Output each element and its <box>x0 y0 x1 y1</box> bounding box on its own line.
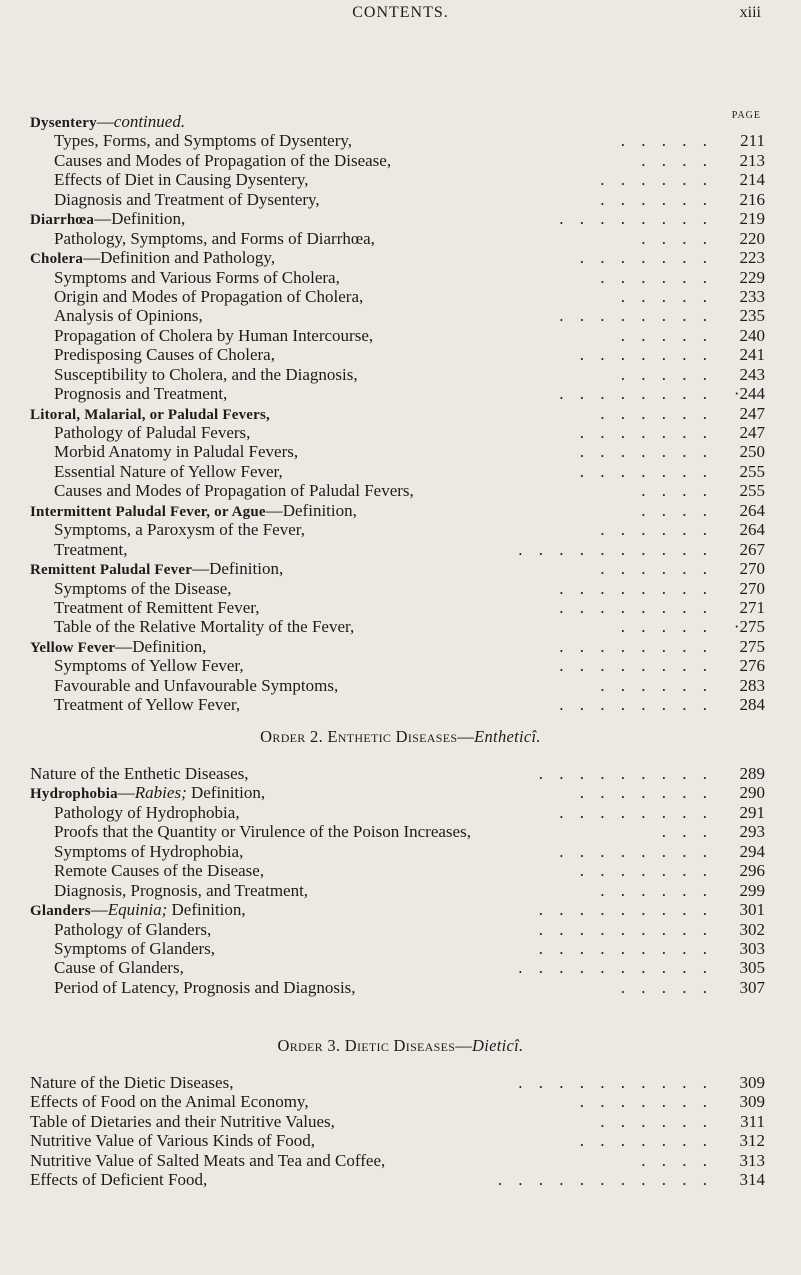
page-number: 270 <box>739 559 765 579</box>
dot-leader: . . . . . . <box>600 170 713 190</box>
dot-leader: . . . . . <box>620 286 713 306</box>
page-number: 284 <box>739 695 765 715</box>
entry-text: Prognosis and Treatment, <box>54 384 228 404</box>
page-number: 294 <box>739 841 765 861</box>
heading-rest: Definition, <box>111 209 186 229</box>
heading-rest: Rabies; <box>134 783 187 803</box>
toc-entry <box>30 695 765 714</box>
dot-leader: . . . . . . . <box>579 461 713 481</box>
dot-leader: . . . . . . . . . . <box>518 1073 713 1092</box>
dot-leader: . . . . . . . . <box>559 802 713 822</box>
heading-dash: — <box>94 209 112 229</box>
entry-text <box>30 637 206 658</box>
dot-leader: . . . . . <box>620 131 713 151</box>
heading-rest: Definition, <box>282 500 357 520</box>
heading-dash: — <box>265 500 283 520</box>
entry-text: Symptoms of Hydrophobia, <box>54 841 244 861</box>
dot-leader: . . . . . . . . <box>559 306 713 326</box>
heading-dash: — <box>115 636 133 656</box>
entry-text: Susceptibility to Cholera, and the Diagnosis, <box>54 364 358 384</box>
disease-heading: Dysentery <box>30 115 97 131</box>
entry-text <box>30 248 275 269</box>
disease-heading: Remittent Paludal Fever <box>30 562 193 579</box>
heading-rest: Definition, <box>132 636 207 656</box>
toc-entry <box>30 365 765 384</box>
page-number: 307 <box>739 977 765 997</box>
entry-text: Predisposing Causes of Cholera, <box>54 345 275 365</box>
dot-leader: . . . . . . . . <box>559 636 713 656</box>
dot-leader: . . . . <box>641 228 713 248</box>
toc-entry <box>30 481 765 500</box>
page-number: 240 <box>739 325 765 345</box>
toc-entry <box>30 1170 765 1189</box>
dot-leader: . . . . . . <box>600 403 713 423</box>
dot-leader: . . . . . . <box>600 189 713 209</box>
dot-leader: . . . . . . . . <box>559 597 713 617</box>
page-number: 275 <box>739 636 765 656</box>
toc-entry <box>30 803 765 822</box>
page-number: 296 <box>739 861 765 881</box>
entry-text: Nature of the Enthetic Diseases, <box>30 764 249 783</box>
page-number: 216 <box>739 189 765 209</box>
page-number: 247 <box>739 423 765 442</box>
order-2-heading: Order 2. Enthetic Diseases—Entheticî. <box>260 727 541 746</box>
page-number: 312 <box>739 1131 765 1151</box>
entry-text: Treatment of Remittent Fever, <box>54 597 260 617</box>
entry-text: Table of Dietaries and their Nutritive Values, <box>30 1111 335 1131</box>
page-number: 303 <box>739 938 765 958</box>
toc-entry <box>30 900 765 919</box>
dot-leader: . . . . . . . . . <box>538 919 713 939</box>
entry-text: Diagnosis and Treatment of Dysentery, <box>54 189 320 209</box>
toc-entry <box>30 170 765 189</box>
heading-dash: — <box>96 112 114 131</box>
disease-heading: Hydrophobia <box>30 786 118 803</box>
page-number: 241 <box>739 345 765 365</box>
toc-entry <box>30 229 765 248</box>
page-number: 255 <box>739 461 765 481</box>
toc-entry <box>30 462 765 481</box>
dot-leader: . . . . . . . <box>579 783 713 803</box>
dot-leader: . . . . . . . <box>579 248 713 268</box>
entry-text: Causes and Modes of Propagation of Paludal Fevers, <box>54 481 414 501</box>
page-column-label: PAGE <box>731 110 761 121</box>
toc-entry <box>30 637 765 656</box>
page-number: 283 <box>739 675 765 695</box>
dot-leader: . . . . . . . . . <box>538 764 713 783</box>
entry-text: Origin and Modes of Propagation of Cholera, <box>54 286 364 306</box>
entry-text: Analysis of Opinions, <box>54 306 203 326</box>
page-number: 214 <box>739 170 765 190</box>
toc-entry <box>30 209 765 228</box>
page-number: 311 <box>740 1111 765 1131</box>
toc-entry <box>30 920 765 939</box>
entry-text <box>30 501 357 522</box>
page-number: 291 <box>739 802 765 822</box>
disease-heading: Litoral, Malarial, or Paludal Fevers, <box>30 406 271 423</box>
heading-rest: Definition and Pathology, <box>100 248 276 268</box>
entry-text: Period of Latency, Prognosis and Diagnosis, <box>54 977 356 997</box>
toc-entry <box>30 112 765 131</box>
order-3-label: Order 3. Dietic Diseases <box>277 1036 456 1055</box>
entry-text: Morbid Anatomy in Paludal Fevers, <box>54 442 299 462</box>
page-number: 309 <box>739 1092 765 1112</box>
dot-leader: . . . . . <box>620 325 713 345</box>
page-number: 264 <box>739 520 765 540</box>
page-number: 267 <box>739 539 765 559</box>
order-3-latin: Dieticî. <box>472 1036 524 1055</box>
toc-entry <box>30 978 765 997</box>
entry-text: Symptoms of the Disease, <box>54 578 232 598</box>
toc-entry <box>30 345 765 364</box>
entry-text: Cause of Glanders, <box>54 958 184 978</box>
entry-text: Causes and Modes of Propagation of the Disease, <box>54 150 392 170</box>
dot-leader: . . . . . . . . . . <box>518 539 713 559</box>
toc-entry <box>30 1112 765 1131</box>
toc-entry <box>30 881 765 900</box>
toc-entry <box>30 598 765 617</box>
dot-leader: . . . . . . <box>600 559 713 579</box>
entry-text: Symptoms of Glanders, <box>54 938 216 958</box>
entry-text: Symptoms and Various Forms of Cholera, <box>54 267 340 287</box>
toc-entry <box>30 822 765 841</box>
entry-text <box>30 404 270 425</box>
dot-leader: . . . . . . . <box>579 1092 713 1112</box>
dot-leader: . . . . . . . . <box>559 578 713 598</box>
dot-leader: . . . . . . . . <box>559 695 713 715</box>
entry-text: Effects of Food on the Animal Economy, <box>30 1092 309 1112</box>
page-number: 289 <box>739 764 765 783</box>
dot-leader: . . . . . . . <box>579 423 713 442</box>
page-number: 247 <box>739 403 765 423</box>
page-number: 223 <box>739 248 765 268</box>
dot-leader: . . . . . . <box>600 675 713 695</box>
heading-tail: Definition, <box>167 900 246 920</box>
toc-entry <box>30 1073 765 1092</box>
entry-text: Symptoms, a Paroxysm of the Fever, <box>54 520 305 540</box>
page-number: 219 <box>739 209 765 229</box>
heading-dash: — <box>83 248 101 268</box>
toc-entry <box>30 287 765 306</box>
toc-entry <box>30 384 765 403</box>
toc-entry <box>30 190 765 209</box>
order-3-heading: Order 3. Dietic Diseases—Dieticî. <box>277 1036 524 1055</box>
page-number: 301 <box>739 900 765 920</box>
toc-entry <box>30 268 765 287</box>
page-number: 255 <box>739 481 765 501</box>
heading-rest: Equinia; <box>107 900 168 920</box>
disease-heading: Yellow Fever <box>30 639 116 656</box>
toc-entry <box>30 676 765 695</box>
page-number: 233 <box>739 286 765 306</box>
page-number: 313 <box>739 1150 765 1170</box>
toc-entry <box>30 1092 765 1111</box>
entry-text: Nature of the Dietic Diseases, <box>30 1073 234 1092</box>
dot-leader: . . . . . . . . . <box>538 938 713 958</box>
entry-text: Essential Nature of Yellow Fever, <box>54 461 283 481</box>
heading-tail: Definition, <box>186 783 266 803</box>
toc-entry <box>30 861 765 880</box>
toc-entry <box>30 559 765 578</box>
page-number: ·244 <box>733 384 765 404</box>
entry-text <box>30 209 185 230</box>
page-number: 293 <box>739 822 765 842</box>
entry-text <box>30 559 283 580</box>
heading-dash: — <box>117 783 135 803</box>
dot-leader: . . . . . . . . . <box>538 900 713 920</box>
dot-leader: . . . . <box>641 150 713 170</box>
toc-entry <box>30 842 765 861</box>
entry-text: Types, Forms, and Symptoms of Dysentery, <box>54 131 353 151</box>
dot-leader: . . . . <box>641 481 713 501</box>
dot-leader: . . . . <box>641 500 713 520</box>
toc-entry <box>30 764 765 783</box>
dot-leader: . . . . . . . <box>579 345 713 365</box>
entry-text: Treatment of Yellow Fever, <box>54 695 241 715</box>
page-number: 243 <box>739 364 765 384</box>
toc-entry <box>30 326 765 345</box>
page-number: 270 <box>739 578 765 598</box>
folio-number: xiii <box>739 4 761 21</box>
toc-entry <box>30 1131 765 1150</box>
entry-text <box>30 112 185 133</box>
disease-heading: Cholera <box>30 251 84 268</box>
dot-leader: . . . . . . <box>600 1111 713 1131</box>
entry-text: Pathology of Hydrophobia, <box>54 802 240 822</box>
running-title: CONTENTS. <box>352 4 449 21</box>
entry-text: Pathology of Glanders, <box>54 919 212 939</box>
page-number: 271 <box>739 597 765 617</box>
dot-leader: . . . . . . <box>600 880 713 900</box>
page-number: 264 <box>739 500 765 520</box>
heading-rest: Definition, <box>209 559 284 579</box>
page-number: 276 <box>739 656 765 676</box>
dot-leader: . . . . . . <box>600 520 713 540</box>
dot-leader: . . . . . . . . <box>559 209 713 229</box>
toc-entry <box>30 423 765 442</box>
entry-text: Favourable and Unfavourable Symptoms, <box>54 675 339 695</box>
disease-heading: Intermittent Paludal Fever, or Ague <box>30 503 266 520</box>
dot-leader: . . . . . . . . <box>559 384 713 404</box>
dot-leader: . . . <box>661 822 713 842</box>
dot-leader: . . . . <box>641 1150 713 1170</box>
entry-text: Symptoms of Yellow Fever, <box>54 656 244 676</box>
entry-text <box>30 900 246 921</box>
dot-leader: . . . . . . <box>600 267 713 287</box>
entry-text <box>30 783 265 804</box>
page-number: 290 <box>739 783 765 803</box>
toc-entry <box>30 501 765 520</box>
dot-leader: . . . . . . . <box>579 861 713 881</box>
toc-entry <box>30 540 765 559</box>
entry-text: Effects of Diet in Causing Dysentery, <box>54 170 309 190</box>
page-number: 235 <box>739 306 765 326</box>
dot-leader: . . . . . . . <box>579 1131 713 1151</box>
entry-text: Pathology, Symptoms, and Forms of Diarrhœa, <box>54 228 375 248</box>
disease-heading: Glanders <box>30 903 91 920</box>
page-number: 299 <box>739 880 765 900</box>
toc-entry <box>30 1151 765 1170</box>
toc-entry <box>30 442 765 461</box>
dot-leader: . . . . . . . . . . <box>518 958 713 978</box>
toc-entry <box>30 617 765 636</box>
toc-entry <box>30 151 765 170</box>
toc-entry <box>30 131 765 150</box>
dot-leader: . . . . . . . . <box>559 841 713 861</box>
toc-entry <box>30 958 765 977</box>
toc-entry <box>30 404 765 423</box>
heading-rest: continued. <box>113 112 186 131</box>
toc-block-order-3 <box>30 1073 765 1190</box>
toc-entry <box>30 783 765 802</box>
page-number: 250 <box>739 442 765 462</box>
toc-block-order-1 <box>30 112 765 715</box>
toc-entry <box>30 306 765 325</box>
page-number: ·275 <box>733 617 765 637</box>
running-head <box>0 4 801 28</box>
heading-dash: — <box>90 900 108 920</box>
dot-leader: . . . . . . . <box>579 442 713 462</box>
page-number: 309 <box>739 1073 765 1092</box>
toc-entry <box>30 520 765 539</box>
toc-entry <box>30 248 765 267</box>
entry-text: Diagnosis, Prognosis, and Treatment, <box>54 880 309 900</box>
entry-text: Treatment, <box>54 539 128 559</box>
entry-text: Proofs that the Quantity or Virulence of the Poison Increases, <box>54 822 471 842</box>
order-2-label: Order 2. Enthetic Diseases <box>260 727 458 746</box>
entry-text: Nutritive Value of Salted Meats and Tea and Coffee, <box>30 1150 386 1170</box>
entry-text: Nutritive Value of Various Kinds of Food, <box>30 1131 316 1151</box>
disease-heading: Diarrhœa <box>30 212 95 229</box>
toc-entry <box>30 579 765 598</box>
entry-text: Table of the Relative Mortality of the Fever, <box>54 617 355 637</box>
dot-leader: . . . . . . . . <box>559 656 713 676</box>
dot-leader: . . . . . <box>620 617 713 637</box>
page-number: 305 <box>739 958 765 978</box>
toc-block-order-2 <box>30 764 765 997</box>
page-number: 220 <box>739 228 765 248</box>
page-number: 213 <box>739 150 765 170</box>
entry-text: Effects of Deficient Food, <box>30 1170 208 1190</box>
entry-text: Propagation of Cholera by Human Intercourse, <box>54 325 374 345</box>
page-number: 229 <box>739 267 765 287</box>
dot-leader: . . . . . <box>620 977 713 997</box>
toc-entry <box>30 939 765 958</box>
entry-text: Pathology of Paludal Fevers, <box>54 423 251 442</box>
entry-text: Remote Causes of the Disease, <box>54 861 265 881</box>
toc-entry <box>30 656 765 675</box>
heading-dash: — <box>192 559 210 579</box>
page-number: 314 <box>739 1170 765 1190</box>
dot-leader: . . . . . <box>620 364 713 384</box>
page-number: 302 <box>739 919 765 939</box>
dot-leader: . . . . . . . . . . . <box>497 1170 713 1190</box>
order-2-latin: Entheticî. <box>474 727 541 746</box>
page-number: 211 <box>740 131 765 151</box>
